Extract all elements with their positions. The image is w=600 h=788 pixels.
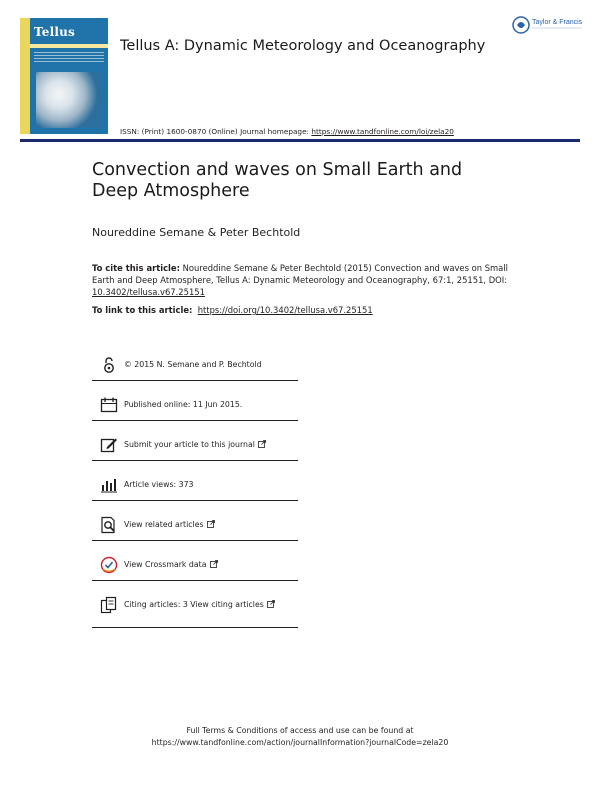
article-views-row [100, 470, 298, 510]
journal-title: Tellus A: Dynamic Meteorology and Oceanography [120, 38, 486, 54]
copyright-row [100, 350, 298, 390]
citation-label: To cite this article: [92, 263, 180, 273]
published-label: Published online: 11 Jun 2015. [124, 400, 243, 409]
divider [92, 460, 298, 461]
link-label: To link to this article: [92, 305, 193, 315]
journal-homepage-link[interactable]: https://www.tandfonline.com/loi/zela20 [311, 127, 454, 136]
divider [92, 420, 298, 421]
divider [92, 500, 298, 501]
calendar-icon [100, 396, 118, 414]
external-link-icon [267, 600, 275, 608]
bar-chart-icon [100, 476, 118, 494]
external-link-icon [210, 560, 218, 568]
issn-line [120, 127, 454, 136]
crossmark-row[interactable] [100, 550, 298, 590]
article-authors: Noureddine Semane & Peter Bechtold [92, 226, 301, 239]
publisher-logo-text: Taylor & Francis [532, 19, 583, 26]
external-link-icon [258, 440, 266, 448]
divider [92, 580, 298, 581]
divider [92, 540, 298, 541]
copyright-label: © 2015 N. Semane and P. Bechtold [124, 360, 262, 369]
related-articles-row[interactable] [100, 510, 298, 550]
crossmark-label[interactable]: View Crossmark data [124, 560, 207, 569]
open-access-icon [100, 356, 118, 374]
published-row [100, 390, 298, 430]
external-link-icon [207, 520, 215, 528]
taylor-francis-logo[interactable] [512, 14, 586, 36]
crossmark-icon [100, 556, 118, 574]
submit-article-row[interactable] [100, 430, 298, 470]
article-title: Convection and waves on Small Earth and Deep Atmosphere [92, 160, 463, 201]
cover-title: Tellus [34, 25, 75, 39]
article-doi-link[interactable]: https://doi.org/10.3402/tellusa.v67.25151 [197, 305, 373, 315]
divider [92, 627, 298, 628]
related-articles-icon [100, 516, 118, 534]
article-views-label: Article views: 373 [124, 480, 194, 489]
issn-text: ISSN: (Print) 1600-0870 (Online) Journal homepage: [120, 127, 312, 136]
edit-icon [100, 436, 118, 454]
journal-cover-image [20, 18, 108, 134]
related-articles-label[interactable]: View related articles [124, 520, 204, 529]
citing-articles-row[interactable] [100, 590, 298, 630]
footer [0, 725, 600, 749]
divider [92, 380, 298, 381]
footer-terms-text: Full Terms & Conditions of access and use can be found at [186, 726, 414, 735]
link-block [92, 305, 373, 315]
citation-text: Noureddine Semane & Peter Bechtold (2015) Convection and waves on Small Earth and Deep Atmosphere, Tellus A: Dynamic Meteorology and Oceanography, 67:1, 25151, DOI: [92, 263, 508, 285]
citing-articles-label[interactable]: Citing articles: 3 View citing articles [124, 600, 264, 609]
citation-doi-link[interactable]: 10.3402/tellusa.v67.25151 [92, 287, 205, 297]
header-rule [20, 139, 580, 142]
citation-block [92, 262, 522, 298]
footer-terms-link[interactable]: https://www.tandfonline.com/action/journalInformation?journalCode=zela20 [151, 738, 449, 747]
submit-article-label[interactable]: Submit your article to this journal [124, 440, 255, 449]
citing-articles-icon [100, 596, 118, 614]
